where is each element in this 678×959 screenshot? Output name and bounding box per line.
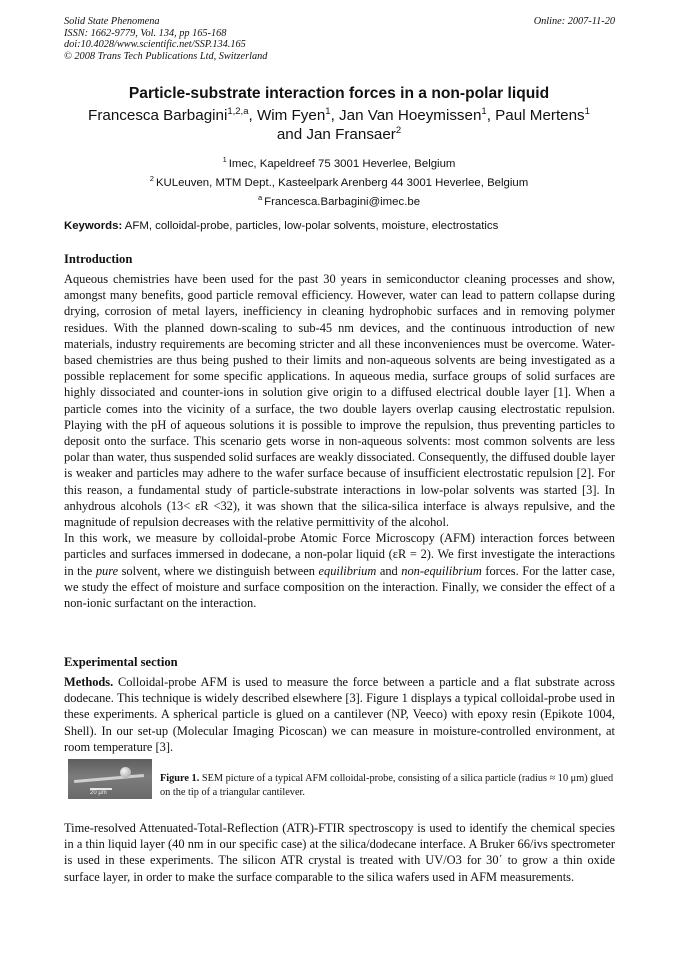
figure-caption bbox=[160, 772, 615, 799]
online-date: Online: 2007-11-20 bbox=[533, 16, 615, 27]
atr-body bbox=[64, 820, 615, 885]
cantilever-shape bbox=[74, 774, 144, 783]
affiliation-mark: 1 bbox=[222, 155, 227, 164]
text-run: and bbox=[376, 563, 402, 578]
author-superscript: 1 bbox=[481, 106, 487, 117]
figure-label: Figure 1. bbox=[160, 773, 200, 784]
author-superscript: 2 bbox=[395, 125, 402, 136]
italic-term: pure bbox=[95, 563, 119, 578]
affiliation-mark: a bbox=[257, 193, 263, 202]
keywords-label: Keywords: bbox=[64, 220, 123, 232]
author-and: and bbox=[276, 126, 307, 143]
affiliation-text: KULeuven, MTM Dept., Kasteelpark Arenberg 44 3001 Heverlee, Belgium bbox=[155, 177, 529, 189]
sem-figure-image bbox=[68, 759, 152, 799]
affiliation bbox=[0, 174, 678, 193]
intro-paragraph-1: Aqueous chemistries have been used for the past 30 years in semiconductor cleaning processes and show, amongst many benefits, good particle removal efficiency. However, water can lead to pattern collapse during drying, corrosion of metal layers, inefficiency in cleaning hydrophobic surfaces and in removing polymer residues. With the planned down-scaling to sub-45 nm devices, and the continuous introduction of new materials, industry requirements are becoming stricter and all these inconveniences must be overcome. Water-based chemistries are thus being pushed to their limits and non-aqueous solvents are being investigated as a possible replacement for some specific applications. In aqueous media, surface groups of solid surfaces are highly dissociated and counter-ions in solution give origin to a diffused electrical double layer [1]. When a particle comes into the vicinity of a surface, the two double layers overlap causing electrostatic repulsion. Playing with the pH of aqueous solutions it is possible to improve the repulsion, thus preventing particles to deposit onto the surface. This scenario gets worse in non-aqueous solvents: most common solvents are less polar than water, thus suspended solid surfaces are weakly dissociated. Consequently, the diffused double layer is weaker and particles may adhere to the wafer surface because of insufficient electrostatic repulsion [2]. For this reason, a fundamental study of particle-substrate interactions in low-polar solvents was started [3]. In anhydrous alcohols (13< εR <32), it was shown that the silica-silica interface is always repulsive, and the magnitude of repulsion decreases with the relative permittivity of the alcohol. bbox=[64, 272, 615, 530]
italic-term: equilibrium bbox=[318, 563, 377, 578]
section-heading-experimental: Experimental section bbox=[64, 655, 178, 669]
text-run: In this work, we measure by colloidal-probe Atomic Force Microscopy (AFM) interaction forces between particles and surfaces immersed in dodecane, a non-polar liquid (εR = 2). We first investigate the interactions in the bbox=[64, 531, 615, 578]
journal-info bbox=[64, 16, 267, 62]
figure-caption-text: SEM picture of a typical AFM colloidal-probe, consisting of a silica particle (radius ≈ 10 μm) glued on the tip of a triangular cantilever. bbox=[160, 773, 614, 798]
text-run: solvent, where we distinguish between bbox=[118, 563, 319, 578]
author-superscript: 1 bbox=[325, 106, 331, 117]
author-name: Wim Fyen bbox=[256, 107, 326, 124]
intro-paragraph-2 bbox=[64, 530, 615, 611]
text-run: forces. For the latter case, we study the effect of moisture and surface composition on the interaction. Finally, we consider the effect of a non-ionic surfactant on the interaction. bbox=[64, 563, 615, 611]
affiliation-text: Imec, Kapeldreef 75 3001 Heverlee, Belgium bbox=[228, 158, 456, 170]
affiliation bbox=[0, 155, 678, 174]
methods-text: Colloidal-probe AFM is used to measure the force between a particle and a flat substrate across dodecane. This technique is widely described elsewhere [3]. Figure 1 displays a typical colloidal-probe used in these experiments. A spherical particle is glued on a cantilever (NP, Veeco) with epoxy resin (Epikote 1004, Shell). In our set-up (Molecular Imaging Picoscan) we can measure in moisture-controlled environment, at room temperature [3]. bbox=[64, 675, 615, 754]
author-name: Paul Mertens bbox=[495, 107, 585, 124]
paper-title: Particle-substrate interaction forces in a non-polar liquid bbox=[128, 85, 550, 102]
email-text: Francesca.Barbagini@imec.be bbox=[264, 196, 421, 208]
author-separator: , bbox=[330, 107, 340, 124]
doi-line: doi:10.4028/www.scientific.net/SSP.134.165 bbox=[64, 39, 246, 50]
author-list bbox=[40, 106, 638, 144]
affiliation bbox=[0, 193, 678, 212]
section-heading-introduction: Introduction bbox=[64, 252, 133, 266]
issn-line: ISSN: 1662-9779, Vol. 134, pp 165-168 bbox=[64, 27, 227, 39]
journal-name: Solid State Phenomena bbox=[64, 16, 160, 27]
italic-term: non-equilibrium bbox=[401, 563, 482, 578]
author-separator: , bbox=[248, 107, 257, 124]
methods-body bbox=[64, 674, 615, 755]
author-name: Jan Van Hoeymissen bbox=[339, 107, 482, 124]
affiliation-list bbox=[0, 155, 678, 212]
copyright-line: © 2008 Trans Tech Publications Ltd, Switzerland bbox=[64, 50, 268, 62]
affiliation-mark: 2 bbox=[149, 174, 154, 183]
methods-paragraph bbox=[64, 674, 615, 755]
author-superscript: 1 bbox=[584, 106, 590, 117]
introduction-body bbox=[64, 271, 615, 611]
author-name: Francesca Barbagini bbox=[88, 107, 228, 124]
author-name: Jan Fransaer bbox=[306, 126, 396, 143]
author-separator: , bbox=[486, 107, 496, 124]
atr-paragraph: Time-resolved Attenuated-Total-Reflection (ATR)-FTIR spectroscopy is used to identify the chemical species in a thin liquid layer (40 nm in our specific case) at the silica/dodecane interface. A Bruker 66/ivs spectrometer is used in these experiments. The silicon ATR crystal is treated with UV/O3 for 30΄ to grow a thin oxide surface layer, in order to make the surface comparable to the silica wafers used in AFM measurements. bbox=[64, 821, 615, 884]
keywords-line bbox=[64, 220, 615, 232]
methods-label: Methods. bbox=[64, 675, 114, 689]
particle-shape bbox=[120, 767, 131, 778]
keywords-text: AFM, colloidal-probe, particles, low-polar solvents, moisture, electrostatics bbox=[124, 220, 499, 232]
author-superscript: 1,2,a bbox=[227, 106, 249, 117]
scale-bar-label: 20 μm bbox=[90, 790, 107, 796]
